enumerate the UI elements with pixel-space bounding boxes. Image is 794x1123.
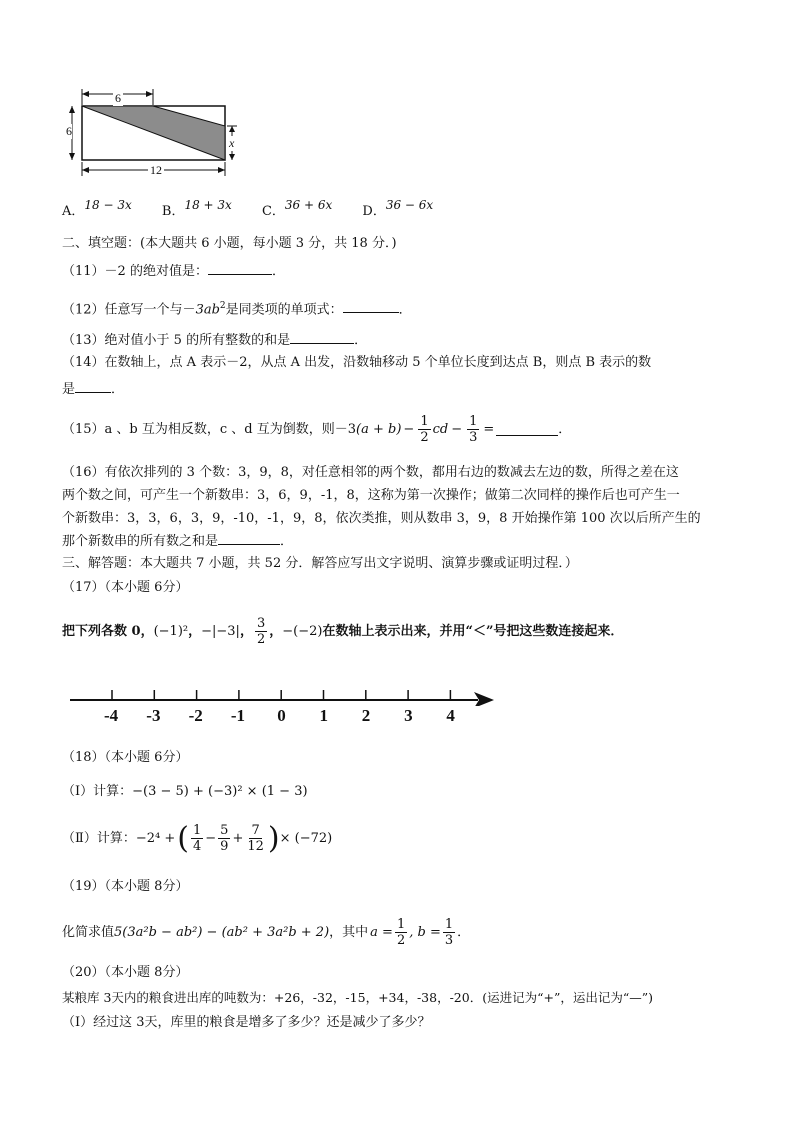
number-line [66,686,498,706]
question-11 [62,262,285,281]
q15-minus-2: − [451,421,463,437]
option-c-letter: C． [261,204,285,219]
q16-answer-blank[interactable] [218,532,280,545]
q13-end: ． [354,333,368,348]
q17-sep-3: ， [269,623,283,639]
q20-line-1: 某粮库 3天内的粮食进出库的吨数为：+26，-32，-15，+34，-38，-20．(运进记为“+”，运出记为“—”) [62,990,653,1005]
q18-fraction-3: $\frac{7}{12}$ [247,823,264,854]
q19-end: ． [457,924,471,940]
option-a-expr: 18 − 3x [84,198,132,212]
q18-part-1-label: （Ⅰ）计算： [62,784,133,799]
q17-text-b: 在数轴上表示出来，并用“＜”号把这些数连接起来． [322,623,624,639]
question-14-line-2 [62,380,124,399]
q17-text-a: 把下列各数 0， [62,623,154,639]
q16-end: ． [280,534,294,549]
question-19 [62,917,470,948]
question-16-line-3: 个新数串：3，3，6，3，9，-10，-1，9，8，依次类推，则从数串 3，9，8 开始操作第 100 次以后所产生的 [62,511,701,526]
number-line-tick-label: -1 [230,706,246,725]
q19-fraction-b: $\frac{1}{3}$ [444,917,454,948]
q18-part-2-a: −2⁴ + [135,830,176,846]
q14-end: ． [111,382,125,397]
q17-sep-2: ， [239,623,253,639]
number-line-tick-label: 2 [361,706,371,725]
option-d-expr: 36 − 6x [385,198,434,212]
q19-a-equals: a = [370,924,393,940]
q19-expression: 5(3a²b − ab²) − (ab² + 3a²b + 2) [114,924,330,940]
q11-answer-blank[interactable] [208,262,272,275]
q17-fraction: $\frac{3}{2}$ [256,616,266,647]
q17-number-4: −(−2) [282,623,323,639]
q13-answer-blank[interactable] [290,331,354,344]
option-d-letter: D． [362,204,386,219]
q18-part-2: （Ⅱ）计算： −2⁴ + ( $\frac{1}{4}$ − $\frac{5}{9}$ + $\frac{7}{12}$ ) × (−72) [62,820,333,856]
number-line-tick-label: 4 [446,706,455,725]
section-3-heading: 三、解答题：本大题共 7 小题，共 52 分．解答应写出文字说明、演算步骤或证明过程．） [62,556,578,571]
q18-part-2-b: × (−72) [279,830,333,846]
option-b-letter: B． [161,204,185,219]
q17-header: （17）（本小题 6分） [62,580,189,595]
section-2-heading: 二、填空题：(本大题共 6 小题，每小题 3 分，共 18 分．) [62,236,397,251]
question-16-line-4 [62,532,293,551]
q12-end: ． [398,302,412,318]
q15-answer-blank[interactable] [496,423,558,436]
number-line-tick-label: -4 [104,706,119,725]
number-line-tick-label: -3 [146,706,161,725]
q16-line-4: 那个新数串的所有数之和是 [62,534,219,549]
number-line-tick-label: 1 [319,706,328,725]
q18-fraction-2: $\frac{5}{9}$ [220,823,229,854]
figure-left-label: 6 [66,124,72,138]
q18-minus: − [205,830,217,846]
q18-plus: + [232,830,244,846]
question-13 [62,331,367,350]
q14-line-2: 是 [62,382,76,397]
number-line-tick-label: 0 [277,706,286,725]
q15-minus-1: − [403,421,415,437]
q15-fraction-2: $\frac{1}{3}$ [469,414,478,445]
question-12 [62,297,412,319]
q18-part-1 [62,783,308,801]
q11-number: （11） [62,264,105,279]
number-line-tick-label: -2 [188,706,203,725]
q15-fraction-1: $\frac{1}{2}$ [420,414,429,445]
q18-fraction-1: $\frac{1}{4}$ [192,823,202,854]
q14-number: （14） [62,355,105,370]
q12-text-a: 任意写一个与－ [104,302,196,318]
number-line-tick-label: 3 [404,706,413,725]
q17-number-2: −|−3| [201,623,240,639]
q14-answer-blank[interactable] [75,380,111,393]
option-c-expr: 36 + 6x [284,198,333,212]
q14-line-1: 在数轴上，点 A 表示－2，从点 A 出发，沿数轴移动 5 个单位长度到达点 B，则点 B 表示的数 [104,355,652,370]
q19-text-b: ，其中 [329,924,369,940]
figure-bottom-label: 12 [150,163,162,177]
q15-number: （15） [62,421,105,437]
q15-paren-expr: (a + b) [356,421,402,437]
q19-fraction-a: $\frac{1}{2}$ [396,917,406,948]
q12-answer-blank[interactable] [343,300,399,313]
question-16-line-1: （16）有依次排列的 3 个数：3，9，8，对任意相邻的两个数，都用右边的数减去左边的数，所得之差在这 [62,465,679,480]
q19-b-equals: , b = [409,924,441,940]
q15-end: ． [558,421,572,437]
option-b-expr: 18 + 3x [184,198,232,212]
figure-top-label: 6 [115,91,121,105]
q18-header: （18）（本小题 6分） [62,750,189,765]
q17-number-1: (−1)² [153,623,189,639]
choice-options [62,198,434,221]
q13-number: （13） [62,333,105,348]
question-15 [62,414,571,445]
shaded-region [82,106,225,160]
q18-part-2-label: （Ⅱ）计算： [62,830,136,846]
q11-end: ． [271,264,285,279]
option-a-letter: A． [62,204,85,219]
q18-part-1-expr: −(3 − 5) + (−3)² × (1 − 3) [132,784,308,799]
q11-text: －2 的绝对值是： [104,264,208,279]
q12-exponent: 2 [219,301,226,311]
q15-text-a: a 、b 互为相反数，c 、d 互为倒数，则－3 [104,421,357,437]
question-14 [62,354,651,372]
q19-header: （19）（本小题 8分） [62,879,189,894]
q13-text: 绝对值小于 5 的所有整数的和是 [104,333,291,348]
question-16-line-2: 两个数之间，可产生一个新数串：3，6，9，-1，8，这称为第一次操作；做第二次同样的操作后也可产生一 [62,488,680,503]
q15-equals: = [483,421,495,437]
q20-header: （20）（本小题 8分） [62,965,189,980]
q12-monomial: 3ab [195,302,220,318]
q12-text-b: 是同类项的单项式： [225,302,343,318]
question-17 [62,616,623,647]
q15-cd: cd [432,421,449,437]
q12-number: （12） [62,302,105,318]
q19-text-a: 化简求值 [62,924,115,940]
figure-right-label: x [229,136,235,150]
q17-sep-1: ， [188,623,202,639]
q20-part-1: （Ⅰ）经过这 3天，库里的粮食是增多了多少？还是减少了多少？ [62,1015,431,1030]
